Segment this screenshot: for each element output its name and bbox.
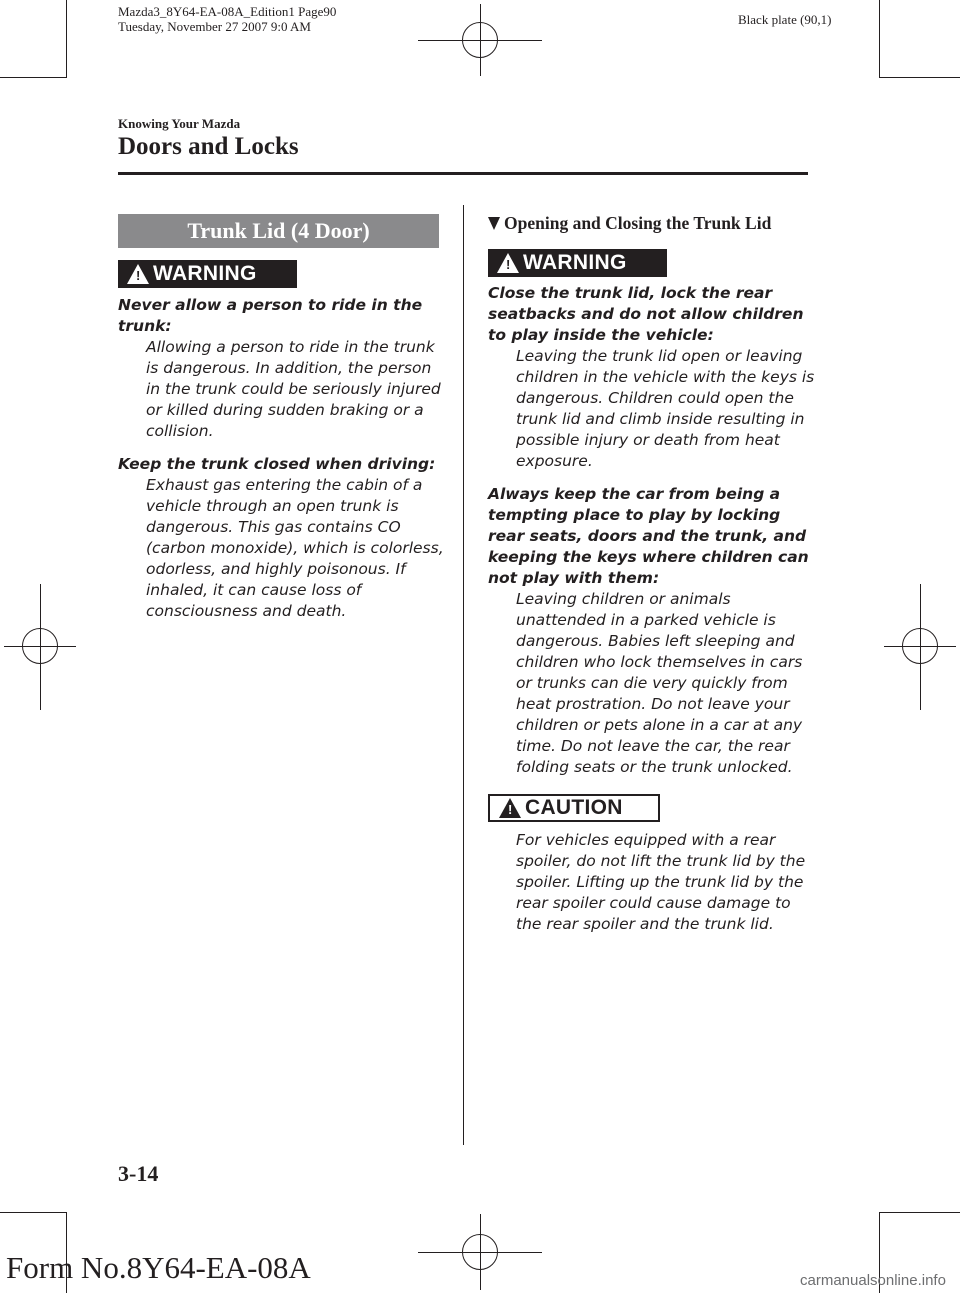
column-divider bbox=[463, 205, 464, 1145]
caution-label: CAUTION bbox=[525, 796, 623, 819]
warning-triangle-icon: ! bbox=[127, 264, 149, 284]
warning-badge bbox=[118, 260, 297, 288]
slug-line-1: Mazda3_8Y64-EA-08A_Edition1 Page90 bbox=[118, 4, 337, 19]
page-number: 3-14 bbox=[118, 1161, 159, 1186]
warning-heading: Keep the trunk closed when driving: bbox=[118, 455, 436, 473]
plate-label: Black plate (90,1) bbox=[738, 12, 832, 27]
warning-body: Allowing a person to ride in the trunk is dangerous. In addition, the person in the trunk could be seriously injured or killed during sudden braking or a collision. bbox=[146, 338, 441, 440]
triangle-down-icon bbox=[488, 217, 500, 230]
right-warning-text bbox=[488, 283, 818, 778]
warning-heading: Close the trunk lid, lock the rear seatbacks and do not allow children to play inside the vehicle: bbox=[488, 284, 804, 344]
section-banner: Trunk Lid (4 Door) bbox=[118, 214, 439, 248]
caution-triangle-icon: ! bbox=[499, 798, 521, 818]
warning-badge bbox=[488, 249, 667, 277]
subheading bbox=[488, 213, 771, 234]
left-warning-text bbox=[118, 295, 448, 622]
warning-label: WARNING bbox=[153, 262, 257, 285]
warning-body: Exhaust gas entering the cabin of a vehicle through an open trunk is dangerous. This gas contains CO (carbon monoxide), which is colorless, odorless, and highly poisonous. If inhaled, it can cause loss of consciousness and death. bbox=[146, 476, 444, 620]
warning-body: Leaving the trunk lid open or leaving children in the vehicle with the keys is dangerous. Children could open the trunk lid and climb inside resulting in possible injury or death from heat exposure. bbox=[516, 347, 815, 470]
warning-heading: Always keep the car from being a tempting place to play by locking rear seats, doors and the trunk, and keeping the keys where children can not play with them: bbox=[488, 485, 809, 587]
form-number: Form No.8Y64-EA-08A bbox=[6, 1250, 311, 1285]
warning-label: WARNING bbox=[523, 251, 627, 274]
page-title: Doors and Locks bbox=[118, 133, 299, 160]
warning-body: Leaving children or animals unattended in a parked vehicle is dangerous. Babies left sleeping and children who lock themselves in cars or trunks can die very quickly from heat prostration. Do not leave your children or pets alone in a car at any time. Do not leave the car, the rear folding seats or the trunk unlocked. bbox=[516, 590, 803, 776]
title-rule bbox=[118, 172, 808, 175]
section-label: Knowing Your Mazda bbox=[118, 116, 241, 131]
warning-heading: Never allow a person to ride in the trunk: bbox=[118, 296, 423, 335]
warning-triangle-icon: ! bbox=[497, 253, 519, 273]
watermark: carmanualsonline.info bbox=[800, 1272, 946, 1289]
caution-badge bbox=[488, 794, 660, 822]
caution-text-block bbox=[488, 830, 818, 935]
subheading-text: Opening and Closing the Trunk Lid bbox=[504, 213, 772, 233]
slug-line-2: Tuesday, November 27 2007 9:0 AM bbox=[118, 19, 311, 34]
caution-text: For vehicles equipped with a rear spoiler, do not lift the trunk lid by the spoiler. Lifting up the trunk lid by the rear spoiler could cause damage to the rear spoiler and the trunk lid. bbox=[516, 831, 806, 933]
